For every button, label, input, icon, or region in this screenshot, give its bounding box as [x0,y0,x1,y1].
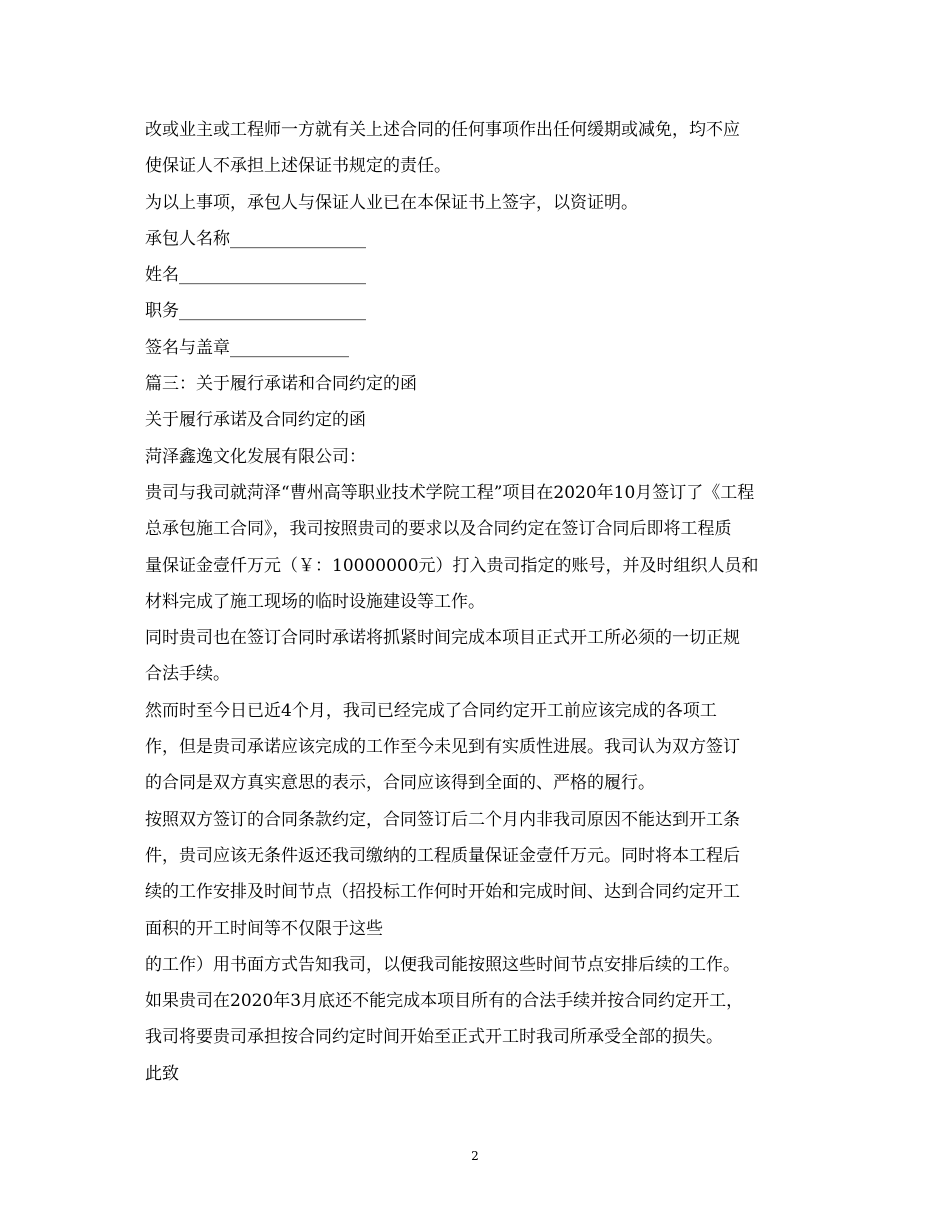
letter-title: 关于履行承诺及合同约定的函 [145,410,366,431]
text-line: 然而时至今日已近4个月，我司已经完成了合同约定开工前应该完成的各项工 [145,700,717,721]
text-line: 作，但是贵司承诺应该完成的工作至今未见到有实质性进展。我司认为双方签订 [145,737,740,758]
text-line: 量保证金壹仟万元（￥：10000000元）打入贵司指定的账号，并及时组织人员和 [145,555,759,576]
text-line: 件，贵司应该无条件返还我司缴纳的工程质量保证金壹仟万元。同时将本工程后 [145,845,740,866]
letter-recipient: 菏泽鑫逸文化发展有限公司： [145,446,366,467]
text-line: 改或业主或工程师一方就有关上述合同的任何事项作出任何缓期或减免，均不应 [145,120,740,140]
text-line: 按照双方签订的合同条款约定，合同签订后二个月内非我司原因不能达到开工条 [145,809,740,830]
text-line: 的工作）用书面方式告知我司，以便我司能按照这些时间节点安排后续的工作。 [145,954,740,975]
text-line: 使保证人不承担上述保证书规定的责任。 [145,156,451,177]
text-line: 续的工作安排及时间节点（招投标工作何时开始和完成时间、达到合同约定开工 [145,882,740,903]
text-line: 合法手续。 [145,664,230,685]
signature-seal-field: 签名与盖章______________ [145,337,349,358]
page-number: 2 [471,1149,479,1163]
text-line: 为以上事项，承包人与保证人业已在本保证书上签字，以资证明。 [145,192,638,213]
text-line: 贵司与我司就菏泽“曹州高等职业技术学院工程”项目在2020年10月签订了《工程 [145,482,755,503]
document-body [145,112,825,1092]
text-line: 的合同是双方真实意思的表示，合同应该得到全面的、严格的履行。 [145,773,655,794]
position-field: 职务______________________ [145,301,366,322]
section-heading: 篇三：关于履行承诺和合同约定的函 [145,374,417,395]
text-line: 我司将要贵司承担按合同约定时间开始至正式开工时我司所承受全部的损失。 [145,1027,723,1048]
text-line: 如果贵司在2020年3月底还不能完成本项目所有的合法手续并按合同约定开工， [145,991,744,1012]
name-field: 姓名______________________ [145,265,366,286]
text-line: 面积的开工时间等不仅限于这些 [145,918,383,939]
closing-salutation: 此致 [145,1063,179,1084]
text-line: 总承包施工合同》，我司按照贵司的要求以及合同约定在签订合同后即将工程质 [145,519,732,540]
text-line: 材料完成了施工现场的临时设施建设等工作。 [145,591,485,612]
contractor-name-field: 承包人名称________________ [145,228,366,249]
text-line: 同时贵司也在签订合同时承诺将抓紧时间完成本项目正式开工所必须的一切正规 [145,628,740,649]
